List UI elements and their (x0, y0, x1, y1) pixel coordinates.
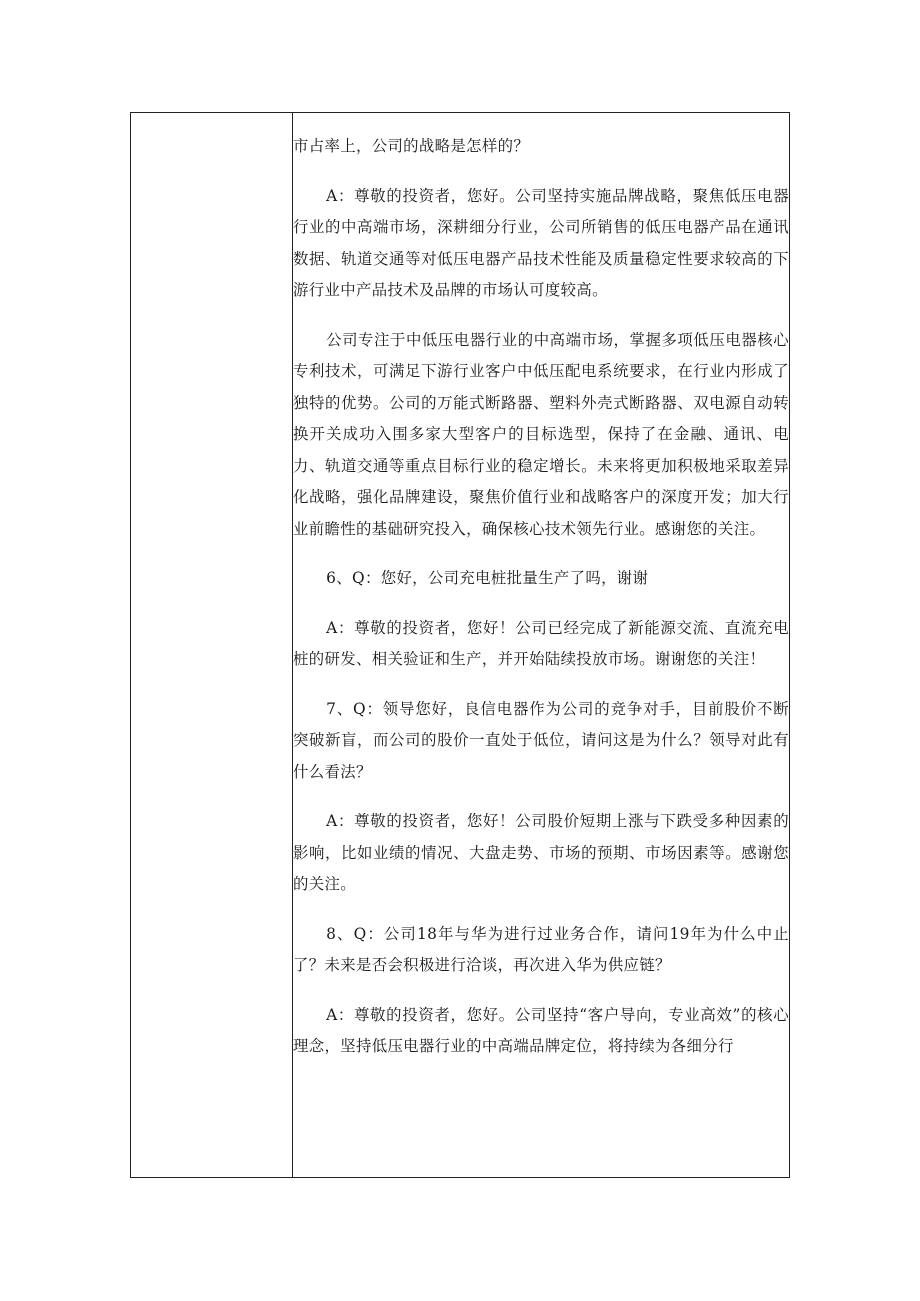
paragraph: 8、Q：公司18年与华为进行过业务合作，请问19年为什么中止了？未来是否会积极进行洽谈，再次进入华为供应链？ (293, 924, 789, 974)
paragraph: A：尊敬的投资者，您好。公司坚持实施品牌战略，聚焦低压电器行业的中高端市场，深耕细分行业，公司所销售的低压电器产品在通讯数据、轨道交通等对低压电器产品技术性能及质量稳定性要求较高的下游行业中产品技术及品牌的市场认可度较高。 (293, 186, 789, 299)
table-content-cell (293, 113, 789, 1177)
document-table (130, 112, 790, 1178)
table-left-cell (131, 113, 293, 1177)
paragraph: 6、Q：您好，公司充电桩批量生产了吗，谢谢 (326, 569, 649, 587)
paragraph: 公司专注于中低压电器行业的中高端市场，掌握多项低压电器核心专利技术，可满足下游行业客户中低压配电系统要求，在行业内形成了独特的优势。公司的万能式断路器、塑料外壳式断路器、双电源自动转换开关成功入围多家大型客户的目标选型，保持了在金融、通讯、电力、轨道交通等重点目标行业的稳定增长。未来将更加积极地采取差异化战略，强化品牌建设，聚焦价值行业和战略客户的深度开发；加大行业前瞻性的基础研究投入，确保核心技术领先行业。感谢您的关注。 (293, 330, 789, 538)
paragraph: 7、Q：领导您好，良信电器作为公司的竞争对手，目前股价不断突破新盲，而公司的股价一直处于低位，请问这是为什么？领导对此有什么看法？ (293, 699, 789, 781)
paragraph: A：尊敬的投资者，您好！公司已经完成了新能源交流、直流充电桩的研发、相关验证和生产，并开始陆续投放市场。谢谢您的关注！ (293, 618, 789, 668)
paragraph: A：尊敬的投资者，您好！公司股价短期上涨与下跌受多种因素的影响，比如业绩的情况、大盘走势、市场的预期、市场因素等。感谢您的关注。 (293, 812, 789, 893)
paragraph: A：尊敬的投资者，您好。公司坚持“客户导向，专业高效”的核心理念，坚持低压电器行业的中高端品牌定位，将持续为各细分行 (293, 1005, 789, 1055)
paragraph: 市占率上，公司的战略是怎样的？ (293, 137, 530, 155)
